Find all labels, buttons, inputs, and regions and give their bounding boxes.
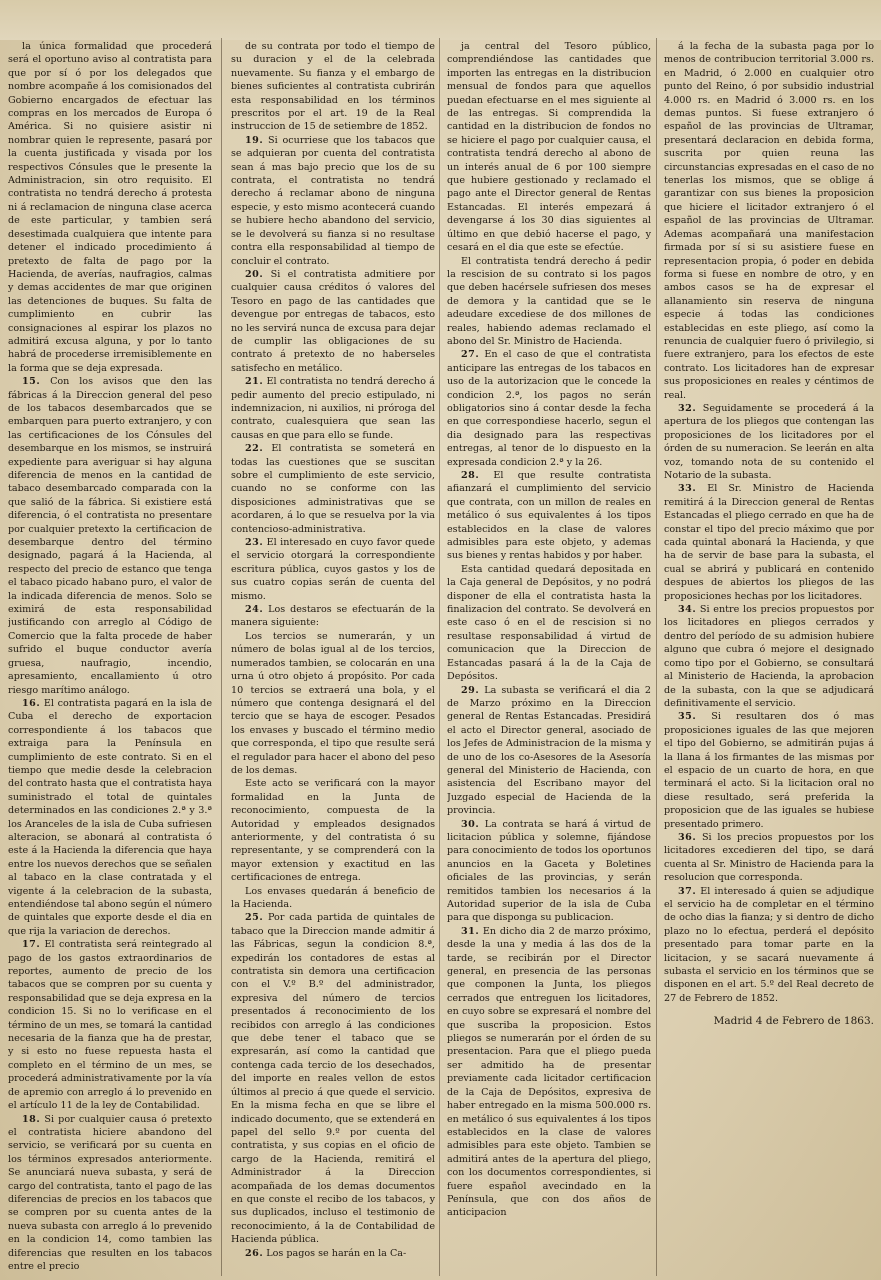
- paragraph: 31. En dicho dia 2 de marzo próximo, desde la una y media á las dos de la tarde, se recibirán por el Director general, en presencia de las personas que componen la Junta, los pliegos cerrados que entreguen los licitadores, en cuyo sobre se expresará el nombre del que suscriba la proposicion. Estos pliegos se numerarán por el órden de su presentacion. Para que el pliego pueda ser admitido ha de presentar previamente cada licitador certificacion de la Caja de Depósitos, expresiva de haber entregado en la misma 500.000 rs. en metálico ó sus equivalentes á los tipos establecidos en la clase de valores admisibles para este objeto. Tambien se admitirá antes de la apertura del pliego, con los documentos correspondientes, si fuere español avecindado en la Península, que con dos años de anticipacion: [447, 925, 651, 1219]
- text-column-1: [8, 40, 212, 1275]
- column-rule: [656, 38, 657, 1276]
- paragraph: 29. La subasta se verificará el dia 2 de Marzo próximo en la Direccion general de Rentas Estancadas. Presidirá el acto el Director general, asociado de los Jefes de Administracion de la misma y de uno de los co-Asesores de la Asesoría general del Ministerio de Hacienda, con asistencia del Escribano mayor del Juzgado especial de Hacienda de la provincia.: [447, 684, 651, 817]
- clause-number: 28.: [461, 470, 480, 481]
- clause-number: 21.: [245, 376, 264, 388]
- paragraph: ja central del Tesoro público, comprendiéndose las cantidades que importen las entregas en la distribucion mensual de fondos para que aquellos puedan efectuarse en el mes siguiente al de las entregas. Si comprendida la cantidad en la distribucion de fondos no se hiciere el pago por cualquier causa, el contratista tendrá derecho al abono de un interés anual de 6 por 100 siempre que hubiere gestionado y reclamado el pago ante el Director general de Rentas Estancadas. El interés empezará á devengarse á los 30 dias siguientes al último en que debió hacerse el pago, y cesará en el dia que este se efectúe.: [447, 41, 651, 254]
- paragraph: 35. Si resultaren dos ó mas proposiciones iguales de las que mejoren el tipo del Gobierno, se admitirán pujas á la llana á los firmantes de las mismas por el espacio de un cuarto de hora, en que terminará el acto. Si la licitacion oral no diese resultado, será preferida la proposicion que de las iguales se hubiese presentado primero.: [664, 711, 874, 830]
- paragraph: 33. El Sr. Ministro de Hacienda remitirá á la Direccion general de Rentas Estancadas el pliego cerrado en que ha de constar el tipo del precio máximo que por cada quintal abonará la Hacienda, y que ha de servir de base para la subasta, el cual se abrirá y publicará en contenido despues de abiertos los pliegos de las proposiciones hechas por los licitadores.: [664, 483, 874, 602]
- clause-number: 24.: [245, 604, 264, 616]
- clause-number: 15.: [22, 376, 41, 388]
- date-signature: Madrid 4 de Febrero de 1863.: [713, 1015, 874, 1028]
- paragraph: 30. La contrata se hará á virtud de licitacion pública y solemne, fijándose para conocimiento de todos los oportunos anuncios en la Gaceta y Boletines oficiales de las provincias, y serán remitidos tambien los necesarios á la Autoridad superior de la isla de Cuba para que disponga su publicacion.: [447, 818, 651, 924]
- paragraph: 32. Seguidamente se procederá á la apertura de los pliegos que contengan las proposiciones de los licitadores por el órden de su numeracion. Se leerán en alta voz, tomando nota de su contenido el Notario de la subasta.: [664, 402, 874, 481]
- clause-number: 16.: [22, 697, 41, 709]
- paragraph: 34. Si entre los precios propuestos por los licitadores en pliegos cerrados y dentro del período de su admision hubiere alguno que cubra ó mejore el designado como tipo por el Gobierno, se consultará al Ministerio de Hacienda, la aprobacion de la subasta, con la que se adjudicará definitivamente el servicio.: [664, 604, 874, 709]
- clause-number: 18.: [22, 1113, 41, 1125]
- text-column-3: [447, 40, 651, 1275]
- paragraph: Los envases quedarán á beneficio de la Hacienda.: [231, 885, 435, 910]
- paragraph: 18. Si por cualquier causa ó pretexto el contratista hiciere abandono del servicio, se verificará por su cuenta en los términos expresados anteriormente. Se anunciará nueva subasta, y será de cargo del contratista, tanto el pago de las diferencias de precios en los tabacos que se compren por su cuenta antes de la nueva subasta con arreglo á lo prevenido en la condicion 14, como tambien las diferencias que resulten en los tabacos entre el precio: [8, 1113, 212, 1272]
- column-rule: [221, 38, 222, 1276]
- clause-number: 23.: [245, 537, 264, 549]
- paragraph: 20. Si el contratista admitiere por cualquier causa créditos ó valores del Tesoro en pago de las cantidades que devengue por entregas de tabacos, esto no les servirá nunca de excusa para dejar de cumplir las obligaciones de su contrato á pretexto de no haberseles satisfecho en metálico.: [231, 268, 435, 374]
- paragraph: Este acto se verificará con la mayor formalidad en la Junta de reconocimiento, compuesta de la Autoridad y empleados designados anteriormente, y del contratista ó su representante, y se comprenderá con la mayor extension y exactitud en las certificaciones de entrega.: [231, 778, 435, 884]
- clause-number: 33.: [678, 483, 697, 495]
- paragraph: Esta cantidad quedará depositada en la Caja general de Depósitos, y no podrá disponer de ella el contratista hasta la finalizacion del contrato. Se devolverá en este caso ó en el de rescision si no resultase responsabilidad á virtud de comunicacion que la Direccion de Estancadas pasará á la de la Caja de Depósitos.: [447, 563, 651, 683]
- paragraph: 37. El interesado á quien se adjudique el servicio ha de completar en el término de ocho dias la fianza; y si dentro de dicho plazo no lo efectua, perderá el depósito presentado para tomar parte en la licitacion, y se sacará nuevamente á subasta el servicio en los términos que se disponen en el art. 5.º del Real decreto de 27 de Febrero de 1852.: [664, 885, 874, 1004]
- page-top-margin: [0, 0, 881, 40]
- paragraph: 22. El contratista se someterá en todas las cuestiones que se suscitan sobre el cumplimiento de este servicio, cuando no se conforme con las disposiciones administrativas que se acordaren, á lo que se resuelva por la via contencioso-administrativa.: [231, 443, 435, 535]
- clause-number: 32.: [678, 402, 697, 414]
- clause-number: 34.: [678, 604, 697, 616]
- paragraph: 36. Si los precios propuestos por los licitadores excedieren del tipo, se dará cuenta al Sr. Ministro de Hacienda para la resolucion que corresponda.: [664, 831, 874, 884]
- clause-number: 29.: [461, 684, 480, 696]
- clause-number: 17.: [22, 939, 41, 951]
- text-column-2: [231, 40, 435, 1275]
- paragraph: á la fecha de la subasta paga por lo menos de contribucion territorial 3.000 rs. en Madrid, ó 2.000 en cualquier otro punto del Reino, ó por subsidio industrial 4.000 rs. en Madrid ó 3.000 rs. en los demas puntos. Si fuese extranjero ó español de las provincias de Ultramar, presentará declaracion en debida forma, suscrita por quien reuna las circunstancias expresadas en el caso de no tenerlas los mismos, que se oblige á garantizar con sus bienes la proposicion que hiciere el licitador extranjero ó el español de las provincias de Ultramar. Ademas acompañará una manifestacion firmada por sí si su asistiere fuese en representacion propia, ó poder en debida forma si fuese en nombre de otro, y en ambos casos se ha de expresar el allanamiento sin reserva de ninguna especie á todas las condiciones establecidas en este pliego, así como la renuncia de cualquier fuero ó privilegio, si fuere extranjero, para los efectos de este contrato. Los licitadores han de expresar sus proposiciones en reales y céntimos de real.: [664, 41, 874, 401]
- paragraph: de su contrata por todo el tiempo de su duracion y el de la celebrada nuevamente. Su fianza y el embargo de bienes suficientes al contratista cubrirán esta responsabilidad en los términos prescritos por el art. 19 de la Real instruccion de 15 de setiembre de 1852.: [231, 41, 435, 133]
- paragraph: El contratista tendrá derecho á pedir la rescision de su contrato si los pagos que deben hacérsele sufriesen dos meses de demora y la cantidad que se le adeudare excediese de dos millones de reales, habiendo ademas reclamado el abono del Sr. Ministro de Hacienda.: [447, 255, 651, 347]
- paragraph: 17. El contratista será reintegrado al pago de los gastos extraordinarios de reportes, aumento de precio de los tabacos que se compren por su cuenta y responsabilidad que se deja expresa en la condicion 15. Si no lo verificase en el término de un mes, se tomará la cantidad necesaria de la fianza que ha de prestar, y si esto no fuese repuesta hasta el completo en el término de un mes, se procederá administrativamente por la vía de apremio con arreglo á lo prevenido en el artículo 11 de la ley de Contabilidad.: [8, 939, 212, 1112]
- paragraph: 28. El que resulte contratista afianzará el cumplimiento del servicio que contrata, con un millon de reales en metálico ó sus equivalentes á los tipos establecidos en la clase de valores admisibles para este objeto, y ademas sus bienes y rentas habidos y por haber.: [447, 470, 651, 562]
- paragraph: 21. El contratista no tendrá derecho á pedir aumento del precio estipulado, ni indemnizacion, ni auxilios, ni próroga del contrato, cualesquiera que sean las causas en que para ello se funde.: [231, 376, 435, 441]
- paragraph: 24. Los destaros se efectuarán de la manera siguiente:: [231, 604, 435, 629]
- clause-number: 27.: [461, 349, 480, 361]
- column-rule: [439, 38, 440, 1276]
- clause-number: 31.: [461, 925, 480, 937]
- paragraph: 16. El contratista pagará en la isla de Cuba el derecho de exportacion correspondiente á los tabacos que extraiga para la Península en cumplimiento de este contrato. Si en el tiempo que medie desde la celebracion del contrato hasta que el contratista haya suministrado el total de quintales determinados en las condiciones 2.ª y 3.ª los Aranceles de la isla de Cuba sufriesen alteracion, se abonará al contratista ó este á la Hacienda la diferencia que haya entre los nuevos derechos que se señalen al tabaco en la clase contratada y el vigente á la celebracion de la subasta, entendiéndose tal abono según el número de quintales que exporte desde el dia en que rija la variacion de derechos.: [8, 697, 212, 937]
- paragraph: 25. Por cada partida de quintales de tabaco que la Direccion mande admitir á las Fábricas, segun la condicion 8.ª, expedirán los contadores de estas al contratista sin demora una certificacion con el V.º B.º del administrador, expresiva del número de tercios presentados á reconocimiento de los recibidos con arreglo á las condiciones que debe tener el tabaco que se expresarán, así como la cantidad que contenga cada tercio de los desechados, del importe en reales vellon de estos últimos al precio á que quede el servicio. En la misma fecha en que se libre el indicado documento, que se extenderá en papel del sello 9.º por cuenta del contratista, y sus copias en el oficio de cargo de la Hacienda, remitirá el Administrador á la Direccion acompañada de los demas documentos en que conste el recibo de los tabacos, y sus duplicados, incluso el testimonio de reconocimiento, á la de Contabilidad de Hacienda pública.: [231, 912, 435, 1246]
- paragraph: la única formalidad que procederá será el oportuno aviso al contratista para que por sí ó por los delegados que nombre acompañe á los comisionados del Gobierno encargados de efectuar las compras en los mercados de Europa ó América. Si no quisiere asistir ni nombrar quien le represente, pasará por la cuenta justificada y visada por los respectivos Cónsules que le presente la Administracion, sin otro requisito. El contratista no tendrá derecho á protesta ni á reclamacion de ninguna clase acerca de este particular, y tambien será desestimada cualquiera que intente para detener el indicado procedimiento á pretexto de falta de pago por la Hacienda, de averías, naufragios, calmas y demas accidentes de mar que originen las detenciones de buques. Su falta de cumplimiento en cubrir las consignaciones al espirar los plazos no admitirá excusa alguna, y por lo tanto habrá de procederse irremisiblemente en la forma que se deja expresada.: [8, 41, 212, 374]
- paragraph: Los tercios se numerarán, y un número de bolas igual al de los tercios, numerados tambien, se colocarán en una urna ú otro objeto á propósito. Por cada 10 tercios se extraerá una bola, y el número que contenga designará el del tercio que se haya de escoger. Pesados los envases y buscado el término medio que corresponda, el tipo que resulte será el regulador para hacer el abono del peso de los demas.: [231, 630, 435, 776]
- clause-number: 19.: [245, 134, 264, 146]
- paragraph: 19. Si ocurriese que los tabacos que se adquieran por cuenta del contratista sean á mas bajo precio que los de su contrata, el contratista no tendrá derecho á reclamar abono de ninguna especie, y esto mismo acontecerá cuando se hubiere hecho abandono del servicio, se le devolverá su fianza si no resultase contra ella responsabilidad al tiempo de concluir el contrato.: [231, 134, 435, 267]
- clause-number: 37.: [678, 885, 697, 897]
- clause-number: 22.: [245, 443, 264, 455]
- clause-number: 26.: [245, 1247, 264, 1259]
- clause-number: 20.: [245, 268, 264, 280]
- paragraph: 15. Con los avisos que den las fábricas á la Direccion general del peso de los tabacos desembarcados que se embarquen para puerto extranjero, y con las certificaciones de los Cónsules del desembarque en los mismos, se instruirá expediente para averiguar si hay alguna diferencia de menos en la cantidad de tabaco desembarcado comparada con la que salió de la fábrica. Si existiere está diferencia, ó el contratista no presentare por cualquier pretexto la certificacion de desembarque dentro del término designado, pagará á la Hacienda, al respecto del precio de estanco que tenga el tabaco picado habano puro, el valor de la indicada diferencia de menos. Solo se eximirá de esta responsabilidad justificando con arreglo al Código de Comercio que la falta procede de haber sufrido el buque conductor avería gruesa, naufragio, incendio, apresamiento, encallamiento ú otro riesgo marítimo análogo.: [8, 376, 212, 696]
- paragraph: 23. El interesado en cuyo favor quede el servicio otorgará la correspondiente escritura pública, cuyos gastos y los de sus cuatro copias serán de cuenta del mismo.: [231, 537, 435, 602]
- clause-number: 35.: [678, 711, 697, 723]
- clause-number: 30.: [461, 818, 480, 830]
- text-column-4: [664, 40, 874, 1275]
- paragraph: 26. Los pagos se harán en la Ca-: [245, 1247, 407, 1259]
- clause-number: 25.: [245, 912, 264, 924]
- paragraph: 27. En el caso de que el contratista anticipare las entregas de los tabacos en uso de la autorizacion que le concede la condicion 2.ª, los pagos no serán obligatorios sino á contar desde la fecha en que correspondiese hacerlo, segun el dia designado para las respectivas entregas, al tenor de lo dispuesto en la expresada condicion 2.ª y la 26.: [447, 349, 651, 468]
- clause-number: 36.: [678, 831, 697, 843]
